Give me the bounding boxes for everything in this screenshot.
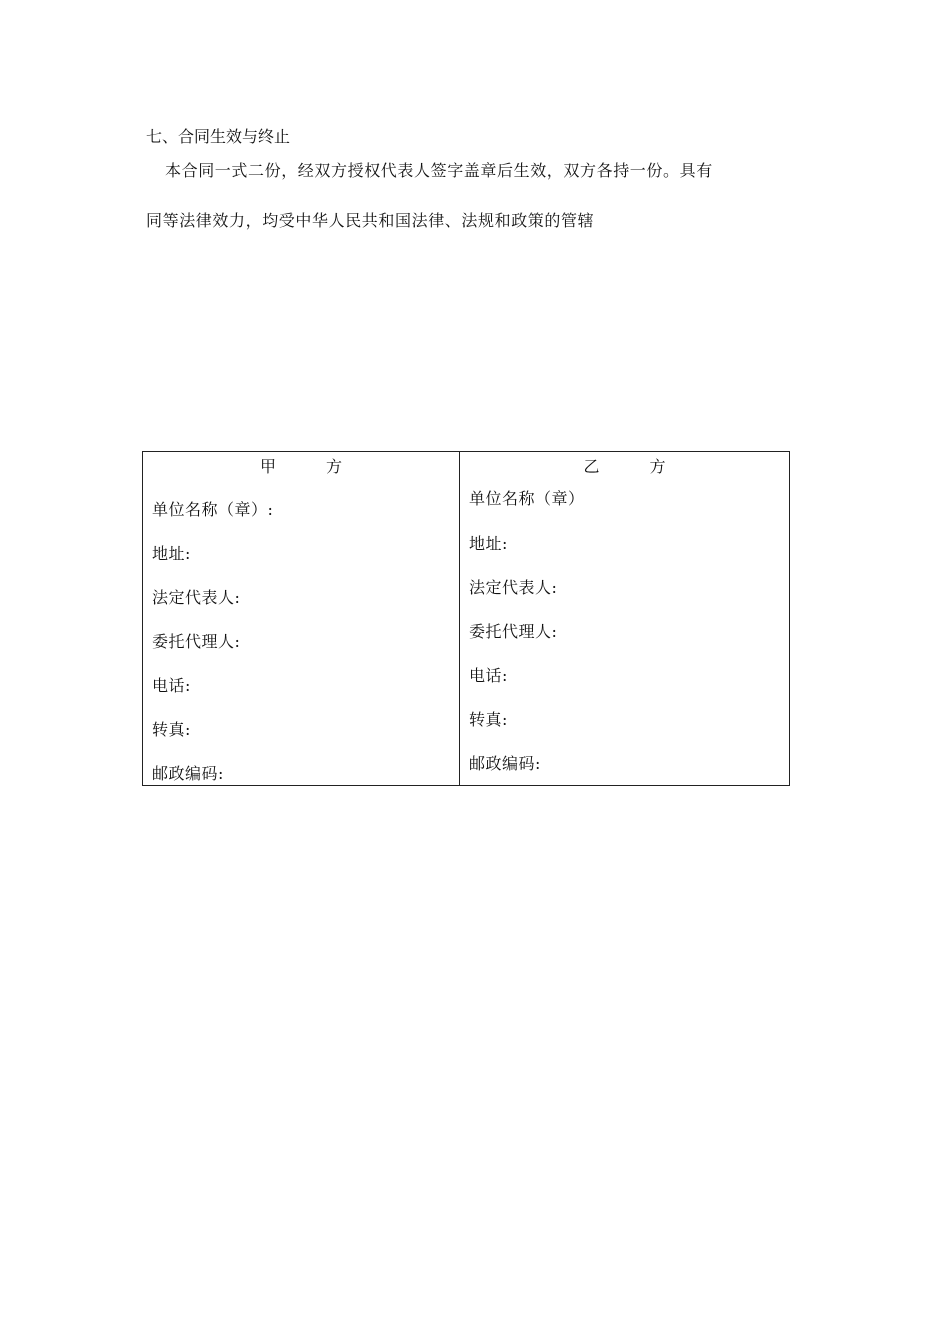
party-b-company-name: 单位名称（章） [469,489,585,508]
party-a-fax: 转真: [152,720,191,739]
party-a-phone: 电话: [152,676,191,695]
party-a-agent: 委托代理人: [152,632,241,651]
party-a-address: 地址: [152,544,191,563]
party-b-phone: 电话: [469,666,508,685]
party-a-title: 甲方 [259,457,392,476]
party-a-postcode: 邮政编码: [152,764,224,783]
paragraph-line-2: 同等法律效力，均受中华人民共和国法律、法规和政策的管辖 [146,211,595,230]
party-b-legal-rep: 法定代表人: [469,578,558,597]
party-a-company-name: 单位名称（章）: [152,500,274,519]
section-title: 七、合同生效与终止 [146,127,291,146]
party-b-fax: 转真: [469,710,508,729]
party-a-legal-rep: 法定代表人: [152,588,241,607]
party-b-postcode: 邮政编码: [469,754,541,773]
party-a-column [143,452,460,785]
signature-table [142,451,790,786]
party-b-agent: 委托代理人: [469,622,558,641]
party-b-title: 乙方 [583,457,716,476]
party-b-column [460,452,789,785]
party-b-address: 地址: [469,534,508,553]
paragraph-line-1: 本合同一式二份，经双方授权代表人签字盖章后生效，双方各持一份。具有 [165,161,713,180]
